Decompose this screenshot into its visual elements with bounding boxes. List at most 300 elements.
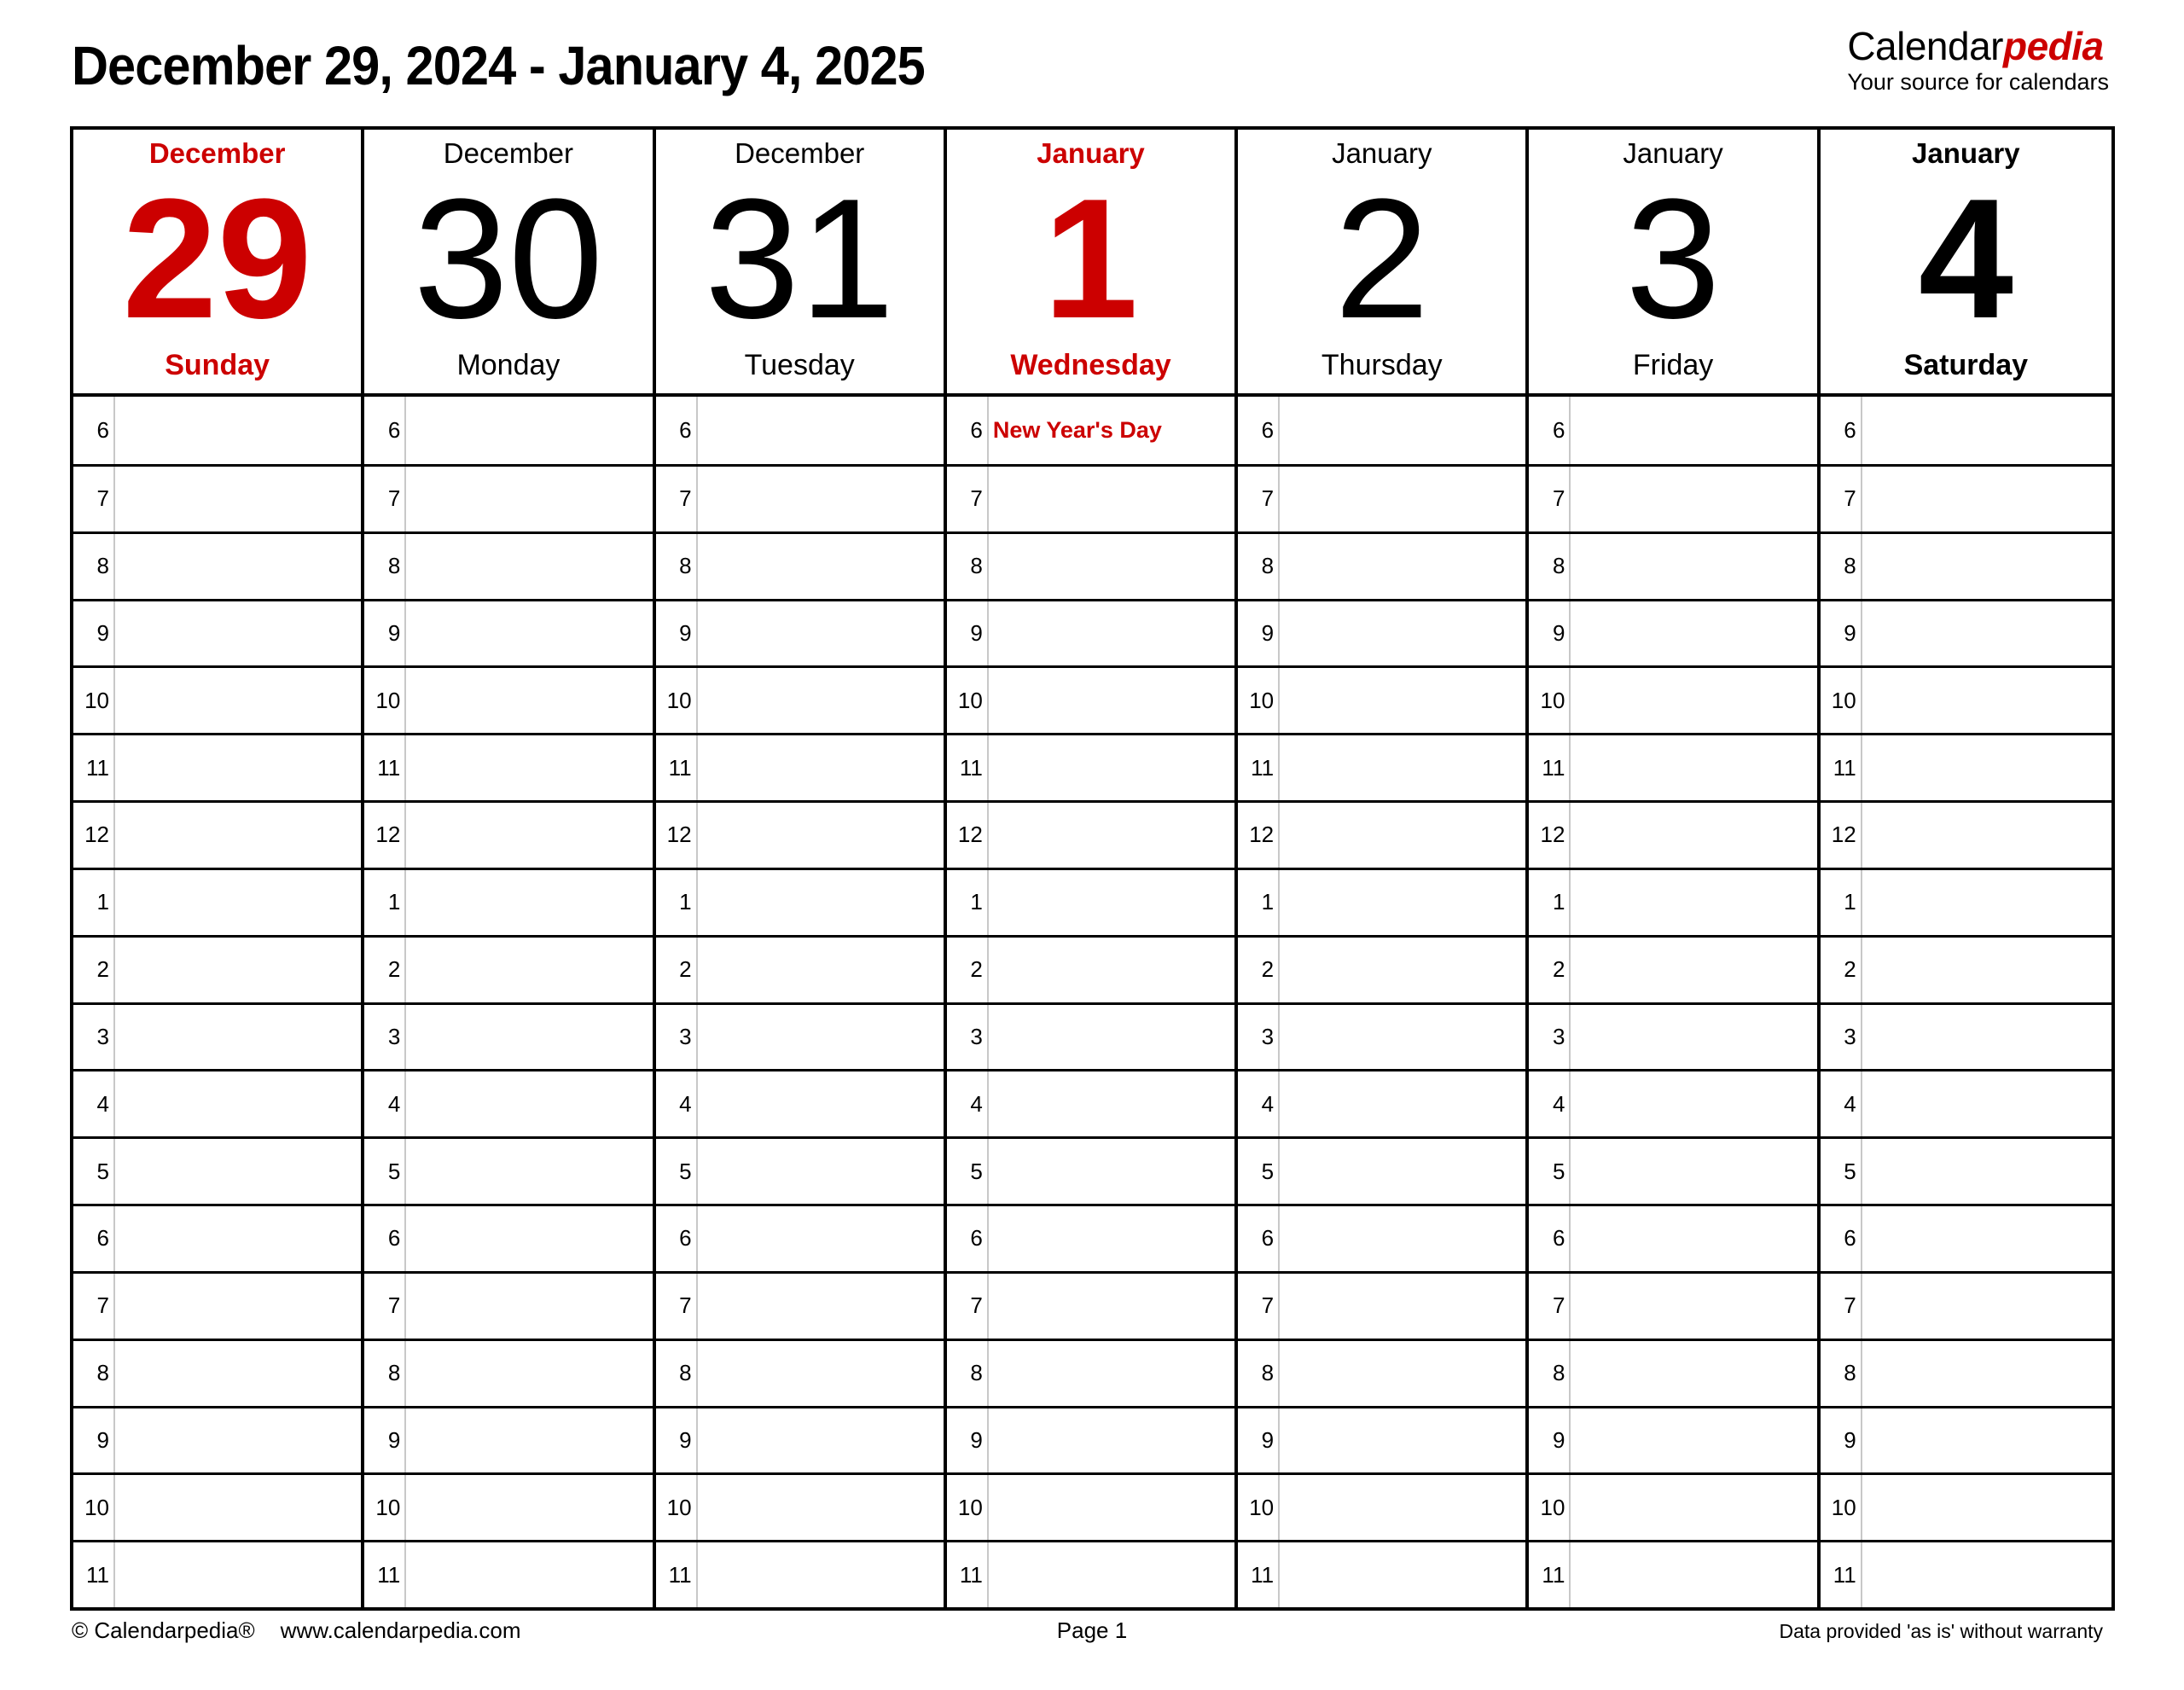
hour-cell-sunday-14 — [73, 1339, 364, 1406]
hour-entry — [698, 1274, 944, 1339]
day-weekday-label: Friday — [1632, 349, 1714, 382]
hour-cell-saturday-10 — [1821, 1069, 2111, 1136]
hour-entry — [115, 870, 361, 935]
hour-entry — [989, 467, 1234, 531]
hour-entry — [115, 1475, 361, 1540]
hour-label: 6 — [364, 397, 406, 464]
hour-entry — [989, 668, 1234, 733]
hour-cell-friday-5 — [1529, 733, 1820, 800]
day-month-label: January — [1037, 137, 1145, 169]
hour-cell-friday-16 — [1529, 1472, 1820, 1540]
day-header-friday — [1529, 130, 1820, 397]
hour-cell-thursday-1 — [1238, 464, 1529, 531]
day-number-label: 4 — [1918, 163, 2013, 354]
hour-label: 1 — [364, 870, 406, 935]
hour-cell-saturday-13 — [1821, 1271, 2111, 1339]
hour-label: 3 — [73, 1005, 115, 1070]
hour-entry — [698, 534, 944, 599]
hour-entry — [115, 803, 361, 868]
hour-label: 8 — [364, 534, 406, 599]
hour-entry — [698, 397, 944, 464]
hour-cell-tuesday-1 — [656, 464, 947, 531]
hour-label: 7 — [1238, 1274, 1280, 1339]
hour-cell-saturday-3 — [1821, 599, 2111, 666]
hour-entry — [115, 1341, 361, 1406]
day-number-label: 31 — [704, 163, 895, 354]
hour-label: 4 — [947, 1071, 989, 1136]
hour-label: 12 — [656, 803, 698, 868]
hour-entry — [1862, 668, 2111, 733]
hour-cell-tuesday-3 — [656, 599, 947, 666]
hour-entry — [1862, 534, 2111, 599]
hour-label: 6 — [1238, 397, 1280, 464]
hour-label: 11 — [1821, 1542, 1862, 1607]
hour-label: 8 — [1529, 1341, 1571, 1406]
hour-entry — [1280, 1139, 1525, 1204]
hour-entry — [406, 668, 652, 733]
hour-cell-saturday-6 — [1821, 800, 2111, 868]
day-weekday-label: Saturday — [1903, 349, 2029, 382]
hour-entry — [1571, 938, 1816, 1002]
hour-cell-monday-9 — [364, 1002, 655, 1070]
hour-cell-thursday-11 — [1238, 1136, 1529, 1204]
hour-entry — [115, 1071, 361, 1136]
hour-cell-friday-9 — [1529, 1002, 1820, 1070]
hour-entry — [698, 938, 944, 1002]
hour-cell-sunday-7 — [73, 868, 364, 935]
hour-entry — [989, 938, 1234, 1002]
hour-entry — [1862, 1475, 2111, 1540]
hour-cell-tuesday-8 — [656, 935, 947, 1002]
hour-cell-friday-14 — [1529, 1339, 1820, 1406]
hour-cell-saturday-7 — [1821, 868, 2111, 935]
hour-cell-friday-3 — [1529, 599, 1820, 666]
hour-label: 2 — [364, 938, 406, 1002]
hour-cell-sunday-17 — [73, 1540, 364, 1607]
hour-entry — [406, 938, 652, 1002]
hour-entry — [1571, 1274, 1816, 1339]
hour-entry — [406, 1071, 652, 1136]
hour-entry — [1571, 1206, 1816, 1271]
hour-cell-tuesday-15 — [656, 1406, 947, 1473]
hour-cell-thursday-8 — [1238, 935, 1529, 1002]
day-header-saturday — [1821, 130, 2111, 397]
day-number-label: 30 — [413, 163, 604, 354]
hour-entry — [989, 601, 1234, 666]
hour-label: 8 — [1238, 1341, 1280, 1406]
hour-entry — [989, 1206, 1234, 1271]
hour-label: 6 — [1529, 1206, 1571, 1271]
hour-label: 12 — [947, 803, 989, 868]
hour-cell-thursday-13 — [1238, 1271, 1529, 1339]
hour-cell-sunday-15 — [73, 1406, 364, 1473]
hour-cell-monday-16 — [364, 1472, 655, 1540]
hour-label: 11 — [656, 735, 698, 800]
hour-label: 10 — [1821, 668, 1862, 733]
hour-cell-saturday-8 — [1821, 935, 2111, 1002]
hour-entry — [1862, 938, 2111, 1002]
hour-cell-friday-0 — [1529, 397, 1820, 464]
hour-entry — [406, 1005, 652, 1070]
hour-cell-thursday-12 — [1238, 1204, 1529, 1271]
hour-entry — [698, 1005, 944, 1070]
hour-label: 8 — [1238, 534, 1280, 599]
hour-cell-monday-13 — [364, 1271, 655, 1339]
hour-cell-tuesday-2 — [656, 531, 947, 599]
brand-name-part2: pedia — [2003, 24, 2104, 68]
hour-entry — [1862, 1274, 2111, 1339]
hour-label: 11 — [1529, 735, 1571, 800]
day-number-label: 1 — [1043, 163, 1139, 354]
hour-cell-friday-17 — [1529, 1540, 1820, 1607]
hour-entry — [1280, 735, 1525, 800]
hour-label: 11 — [947, 735, 989, 800]
hour-entry — [698, 1408, 944, 1473]
hour-label: 4 — [1529, 1071, 1571, 1136]
hour-cell-tuesday-6 — [656, 800, 947, 868]
hour-entry — [115, 1408, 361, 1473]
hour-cell-wednesday-17 — [947, 1540, 1238, 1607]
hour-label: 9 — [1529, 1408, 1571, 1473]
hour-entry — [115, 601, 361, 666]
hour-entry — [1280, 1408, 1525, 1473]
hour-entry — [698, 467, 944, 531]
hour-label: 5 — [656, 1139, 698, 1204]
hour-label: 5 — [1821, 1139, 1862, 1204]
hour-cell-wednesday-6 — [947, 800, 1238, 868]
hour-label: 7 — [656, 467, 698, 531]
hour-label: 1 — [1529, 870, 1571, 935]
hour-cell-saturday-4 — [1821, 665, 2111, 733]
hour-entry — [989, 803, 1234, 868]
hour-label: 7 — [364, 1274, 406, 1339]
hour-cell-monday-4 — [364, 665, 655, 733]
hour-entry — [1280, 1542, 1525, 1607]
hour-entry — [1862, 1206, 2111, 1271]
hour-cell-wednesday-3 — [947, 599, 1238, 666]
hour-cell-saturday-15 — [1821, 1406, 2111, 1473]
hour-entry — [1571, 803, 1816, 868]
hour-entry — [115, 397, 361, 464]
hour-cell-monday-0 — [364, 397, 655, 464]
hour-label: 6 — [1238, 1206, 1280, 1271]
day-month-label: December — [735, 137, 865, 169]
hour-cell-wednesday-2 — [947, 531, 1238, 599]
hour-entry — [1571, 1475, 1816, 1540]
hour-entry — [1571, 397, 1816, 464]
hour-label: 6 — [73, 1206, 115, 1271]
hour-cell-thursday-3 — [1238, 599, 1529, 666]
hour-label: 7 — [1821, 1274, 1862, 1339]
hour-label: 10 — [73, 668, 115, 733]
hour-label: 3 — [656, 1005, 698, 1070]
hour-entry — [698, 735, 944, 800]
hour-entry — [698, 1542, 944, 1607]
hour-cell-sunday-1 — [73, 464, 364, 531]
hour-entry — [989, 1139, 1234, 1204]
hour-label: 11 — [947, 1542, 989, 1607]
hour-entry — [1862, 467, 2111, 531]
hour-entry — [1280, 397, 1525, 464]
hour-label: 12 — [364, 803, 406, 868]
hour-cell-friday-8 — [1529, 935, 1820, 1002]
hour-entry — [989, 1274, 1234, 1339]
hour-label: 3 — [1821, 1005, 1862, 1070]
hour-label: 10 — [947, 1475, 989, 1540]
hour-entry — [1571, 534, 1816, 599]
hour-label: 10 — [1821, 1475, 1862, 1540]
hour-cell-saturday-0 — [1821, 397, 2111, 464]
hour-entry — [406, 1408, 652, 1473]
weekly-calendar-grid — [70, 126, 2115, 1611]
hour-entry — [115, 1206, 361, 1271]
hour-cell-wednesday-14 — [947, 1339, 1238, 1406]
hour-entry — [989, 1542, 1234, 1607]
hour-cell-wednesday-9 — [947, 1002, 1238, 1070]
hour-label: 2 — [1821, 938, 1862, 1002]
hour-entry — [406, 397, 652, 464]
hour-entry — [989, 1408, 1234, 1473]
hour-entry — [1280, 668, 1525, 733]
hour-entry — [698, 1139, 944, 1204]
hour-label: 11 — [73, 1542, 115, 1607]
hour-entry — [698, 601, 944, 666]
hour-entry — [406, 1341, 652, 1406]
hour-label: 1 — [947, 870, 989, 935]
hour-cell-sunday-3 — [73, 599, 364, 666]
hour-entry — [115, 1542, 361, 1607]
hour-label: 9 — [656, 1408, 698, 1473]
hour-cell-friday-13 — [1529, 1271, 1820, 1339]
day-weekday-label: Wednesday — [1010, 349, 1171, 382]
hour-cell-thursday-10 — [1238, 1069, 1529, 1136]
holiday-label: New Year's Day — [992, 416, 1162, 443]
hour-label: 2 — [73, 938, 115, 1002]
hour-cell-sunday-8 — [73, 935, 364, 1002]
page-title: December 29, 2024 - January 4, 2025 — [72, 35, 925, 96]
hour-cell-monday-10 — [364, 1069, 655, 1136]
footer-disclaimer: Data provided 'as is' without warranty — [1779, 1620, 2103, 1642]
hour-label: 11 — [364, 1542, 406, 1607]
hour-cell-wednesday-7 — [947, 868, 1238, 935]
hour-cell-saturday-5 — [1821, 733, 2111, 800]
hour-cell-sunday-12 — [73, 1204, 364, 1271]
hour-cell-tuesday-12 — [656, 1204, 947, 1271]
hour-label: 5 — [1238, 1139, 1280, 1204]
day-month-label: December — [443, 137, 574, 169]
hour-label: 9 — [73, 1408, 115, 1473]
hour-entry — [406, 534, 652, 599]
hour-label: 5 — [73, 1139, 115, 1204]
hour-label: 10 — [364, 1475, 406, 1540]
hour-entry — [989, 397, 1234, 464]
hour-label: 12 — [1238, 803, 1280, 868]
hour-cell-wednesday-15 — [947, 1406, 1238, 1473]
hour-cell-tuesday-4 — [656, 665, 947, 733]
hour-cell-tuesday-16 — [656, 1472, 947, 1540]
day-header-sunday — [73, 130, 364, 397]
hour-label: 6 — [1529, 397, 1571, 464]
hour-cell-sunday-11 — [73, 1136, 364, 1204]
hour-entry — [1862, 1071, 2111, 1136]
hour-cell-friday-12 — [1529, 1204, 1820, 1271]
hour-label: 8 — [1821, 1341, 1862, 1406]
hour-label: 11 — [1529, 1542, 1571, 1607]
hour-label: 7 — [73, 1274, 115, 1339]
hour-cell-saturday-16 — [1821, 1472, 2111, 1540]
day-number-label: 3 — [1625, 163, 1721, 354]
hour-label: 8 — [73, 534, 115, 599]
hour-entry — [1862, 1139, 2111, 1204]
hour-cell-saturday-9 — [1821, 1002, 2111, 1070]
hour-label: 8 — [73, 1341, 115, 1406]
day-weekday-label: Tuesday — [744, 349, 855, 382]
hour-label: 11 — [1821, 735, 1862, 800]
hour-label: 10 — [364, 668, 406, 733]
hour-entry — [1280, 1475, 1525, 1540]
day-weekday-label: Thursday — [1321, 349, 1443, 382]
hour-entry — [1280, 803, 1525, 868]
hour-entry — [406, 735, 652, 800]
hour-cell-monday-14 — [364, 1339, 655, 1406]
hour-label: 11 — [1238, 735, 1280, 800]
hour-entry — [115, 1139, 361, 1204]
hour-cell-friday-15 — [1529, 1406, 1820, 1473]
hour-entry — [1280, 601, 1525, 666]
hour-label: 4 — [656, 1071, 698, 1136]
hour-entry — [1571, 1005, 1816, 1070]
hour-label: 7 — [1529, 1274, 1571, 1339]
hour-label: 4 — [364, 1071, 406, 1136]
hour-entry — [406, 1475, 652, 1540]
hour-label: 10 — [656, 668, 698, 733]
hour-entry — [1571, 1408, 1816, 1473]
hour-label: 9 — [1821, 1408, 1862, 1473]
hour-cell-tuesday-14 — [656, 1339, 947, 1406]
day-month-label: December — [148, 137, 286, 169]
hour-label: 6 — [947, 1206, 989, 1271]
hour-label: 8 — [1529, 534, 1571, 599]
hour-entry — [1280, 870, 1525, 935]
hour-entry — [1571, 1071, 1816, 1136]
hour-cell-sunday-16 — [73, 1472, 364, 1540]
hour-cell-wednesday-16 — [947, 1472, 1238, 1540]
hour-entry — [989, 1341, 1234, 1406]
hour-entry — [1862, 735, 2111, 800]
hour-label: 9 — [73, 601, 115, 666]
hour-cell-monday-6 — [364, 800, 655, 868]
hour-entry — [1280, 938, 1525, 1002]
hour-label: 2 — [1529, 938, 1571, 1002]
hour-entry — [1280, 1274, 1525, 1339]
hour-entry — [115, 1274, 361, 1339]
hour-entry — [1862, 803, 2111, 868]
hour-label: 6 — [656, 1206, 698, 1271]
hour-entry — [406, 1274, 652, 1339]
hour-label: 7 — [1821, 467, 1862, 531]
hour-entry — [698, 1206, 944, 1271]
hour-label: 11 — [364, 735, 406, 800]
hour-label: 11 — [1238, 1542, 1280, 1607]
hour-entry — [1862, 1542, 2111, 1607]
hour-label: 11 — [73, 735, 115, 800]
hour-entry — [989, 1005, 1234, 1070]
hour-cell-wednesday-13 — [947, 1271, 1238, 1339]
hour-entry — [1862, 870, 2111, 935]
hour-cell-monday-2 — [364, 531, 655, 599]
hour-cell-friday-7 — [1529, 868, 1820, 935]
hour-entry — [1862, 397, 2111, 464]
hour-entry — [1862, 601, 2111, 666]
hour-cell-tuesday-13 — [656, 1271, 947, 1339]
hour-entry — [698, 870, 944, 935]
hour-cell-thursday-15 — [1238, 1406, 1529, 1473]
hour-label: 10 — [73, 1475, 115, 1540]
hour-label: 7 — [947, 1274, 989, 1339]
hour-label: 1 — [656, 870, 698, 935]
hour-label: 7 — [73, 467, 115, 531]
hour-label: 3 — [364, 1005, 406, 1070]
hour-label: 12 — [73, 803, 115, 868]
hour-label: 9 — [1821, 601, 1862, 666]
hour-label: 11 — [656, 1542, 698, 1607]
hour-label: 1 — [1238, 870, 1280, 935]
hour-label: 7 — [656, 1274, 698, 1339]
hour-entry — [1280, 534, 1525, 599]
day-header-monday — [364, 130, 655, 397]
hour-entry — [698, 1071, 944, 1136]
hour-entry — [989, 735, 1234, 800]
hour-label: 3 — [1529, 1005, 1571, 1070]
hour-cell-saturday-2 — [1821, 531, 2111, 599]
hour-label: 8 — [656, 534, 698, 599]
hour-label: 7 — [1529, 467, 1571, 531]
footer-url-link[interactable]: www.calendarpedia.com — [280, 1617, 521, 1643]
hour-cell-sunday-2 — [73, 531, 364, 599]
day-header-tuesday — [656, 130, 947, 397]
hour-label: 6 — [1821, 397, 1862, 464]
day-header-wednesday — [947, 130, 1238, 397]
hour-cell-monday-1 — [364, 464, 655, 531]
hour-entry — [115, 938, 361, 1002]
hour-cell-wednesday-1 — [947, 464, 1238, 531]
hour-cell-wednesday-12 — [947, 1204, 1238, 1271]
hour-entry — [115, 467, 361, 531]
hour-cell-wednesday-8 — [947, 935, 1238, 1002]
hour-label: 9 — [656, 601, 698, 666]
hour-label: 2 — [1238, 938, 1280, 1002]
hour-entry — [1280, 1206, 1525, 1271]
hour-entry — [1571, 601, 1816, 666]
hour-cell-monday-8 — [364, 935, 655, 1002]
hour-entry — [1571, 1139, 1816, 1204]
hour-label: 8 — [364, 1341, 406, 1406]
hour-cell-sunday-6 — [73, 800, 364, 868]
hour-entry — [406, 1206, 652, 1271]
hour-cell-sunday-10 — [73, 1069, 364, 1136]
hour-label: 10 — [947, 668, 989, 733]
hour-label: 9 — [947, 601, 989, 666]
hour-entry — [989, 534, 1234, 599]
hour-entry — [989, 870, 1234, 935]
hour-cell-wednesday-5 — [947, 733, 1238, 800]
hour-entry — [1280, 467, 1525, 531]
hour-label: 2 — [947, 938, 989, 1002]
hour-entry — [698, 803, 944, 868]
day-month-label: January — [1623, 137, 1723, 169]
hour-cell-saturday-14 — [1821, 1339, 2111, 1406]
hour-entry — [406, 803, 652, 868]
